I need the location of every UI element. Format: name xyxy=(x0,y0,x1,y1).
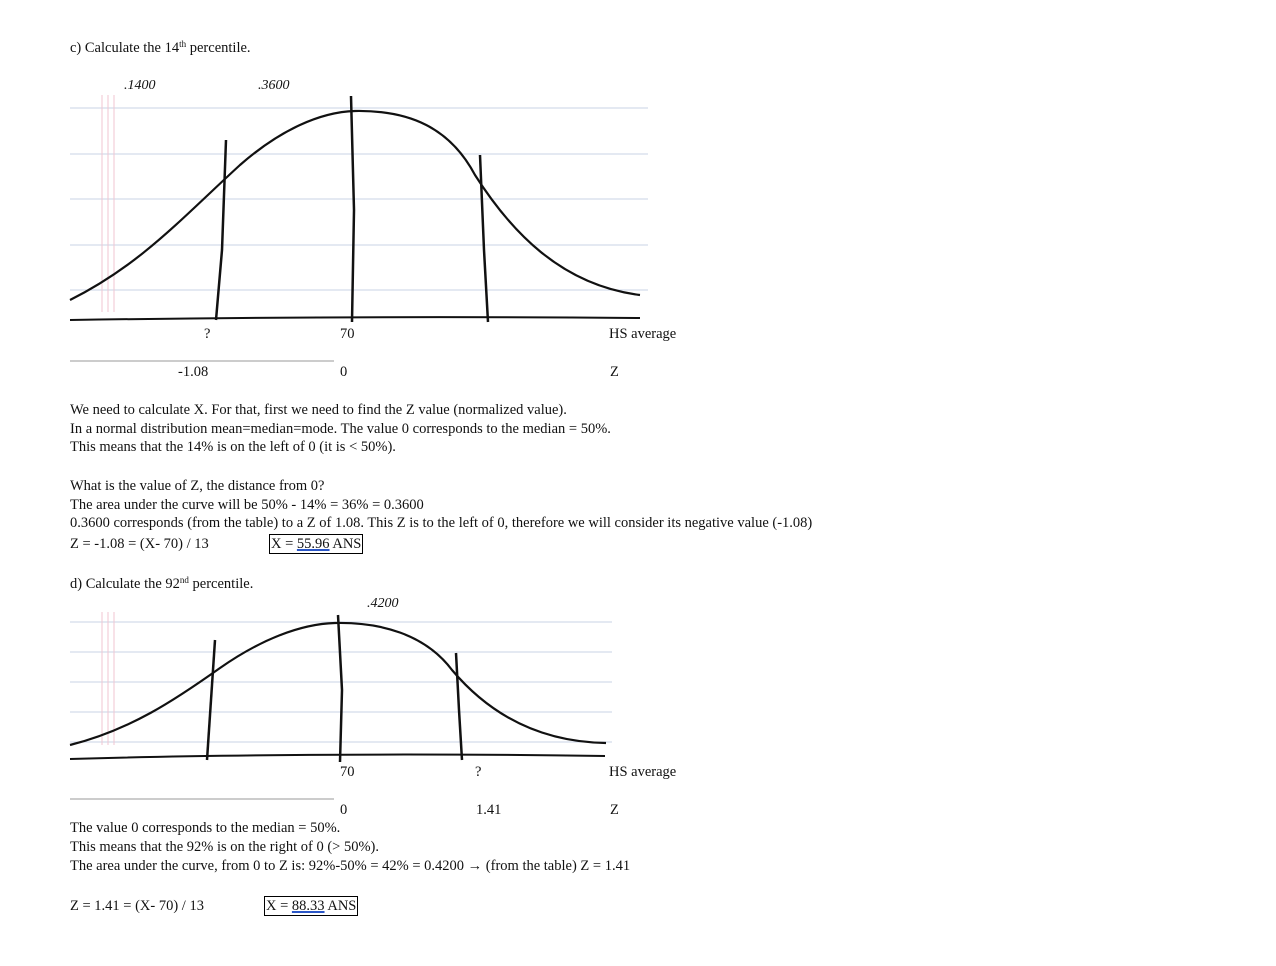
part-d-answer-box: X = 88.33 ANS xyxy=(266,898,357,914)
part-d-para-line1: The value 0 corresponds to the median = 50%. xyxy=(70,820,341,836)
part-c-para1-line3: This means that the 14% is on the left of 0 (it is < 50%). xyxy=(70,439,396,455)
part-d-x-mean: 70 xyxy=(340,764,355,780)
part-c-x-mean: 70 xyxy=(340,326,355,342)
part-d-area-label: .4200 xyxy=(367,596,399,611)
part-c-answer-box: X = 55.96 ANS xyxy=(271,536,362,552)
part-c-z-mean: 0 xyxy=(340,364,348,380)
part-c-para1-line2: In a normal distribution mean=median=mode. The value 0 corresponds to the median = 50%. xyxy=(70,421,611,437)
part-c-para2-line2: The area under the curve will be 50% - 14% = 36% = 0.3600 xyxy=(70,497,424,513)
part-d-title: d) Calculate the 92nd percentile. xyxy=(70,575,254,592)
part-c-title: c) Calculate the 14th percentile. xyxy=(70,39,251,56)
part-d-para-line3: The area under the curve, from 0 to Z is: 92%-50% = 42% = 0.4200 → (from the table) Z = 1.41 xyxy=(70,858,631,874)
part-c-z-axis-label: Z xyxy=(610,364,619,380)
part-c-x-axis-label: HS average xyxy=(609,326,677,342)
part-d-equation: Z = 1.41 = (X- 70) / 13 xyxy=(70,898,204,914)
part-d-x-axis-label: HS average xyxy=(609,764,677,780)
part-c-para2-line3: 0.3600 corresponds (from the table) to a Z of 1.08. This Z is to the left of 0, therefore we will consider its negative value (-1.08) xyxy=(70,515,813,531)
part-c-area-right-label: .3600 xyxy=(258,78,290,93)
part-c-para1-line1: We need to calculate X. For that, first we need to find the Z value (normalized value). xyxy=(70,402,567,418)
part-d-answer-value: 88.33 xyxy=(291,898,325,914)
part-c-para2-line1: What is the value of Z, the distance from 0? xyxy=(70,478,325,494)
part-d-x-unknown: ? xyxy=(475,764,482,780)
part-c-answer-value: 55.96 xyxy=(296,536,330,552)
part-c-x-unknown: ? xyxy=(204,326,211,342)
part-c-equation: Z = -1.08 = (X- 70) / 13 xyxy=(70,536,209,552)
part-c-z-left: -1.08 xyxy=(178,364,209,380)
part-c-area-left-label: .1400 xyxy=(124,78,156,93)
part-d-z-mean: 0 xyxy=(340,802,348,818)
part-d-para-line2: This means that the 92% is on the right of 0 (> 50%). xyxy=(70,839,379,855)
part-d-z-right: 1.41 xyxy=(476,802,502,818)
part-d-z-axis-label: Z xyxy=(610,802,619,818)
